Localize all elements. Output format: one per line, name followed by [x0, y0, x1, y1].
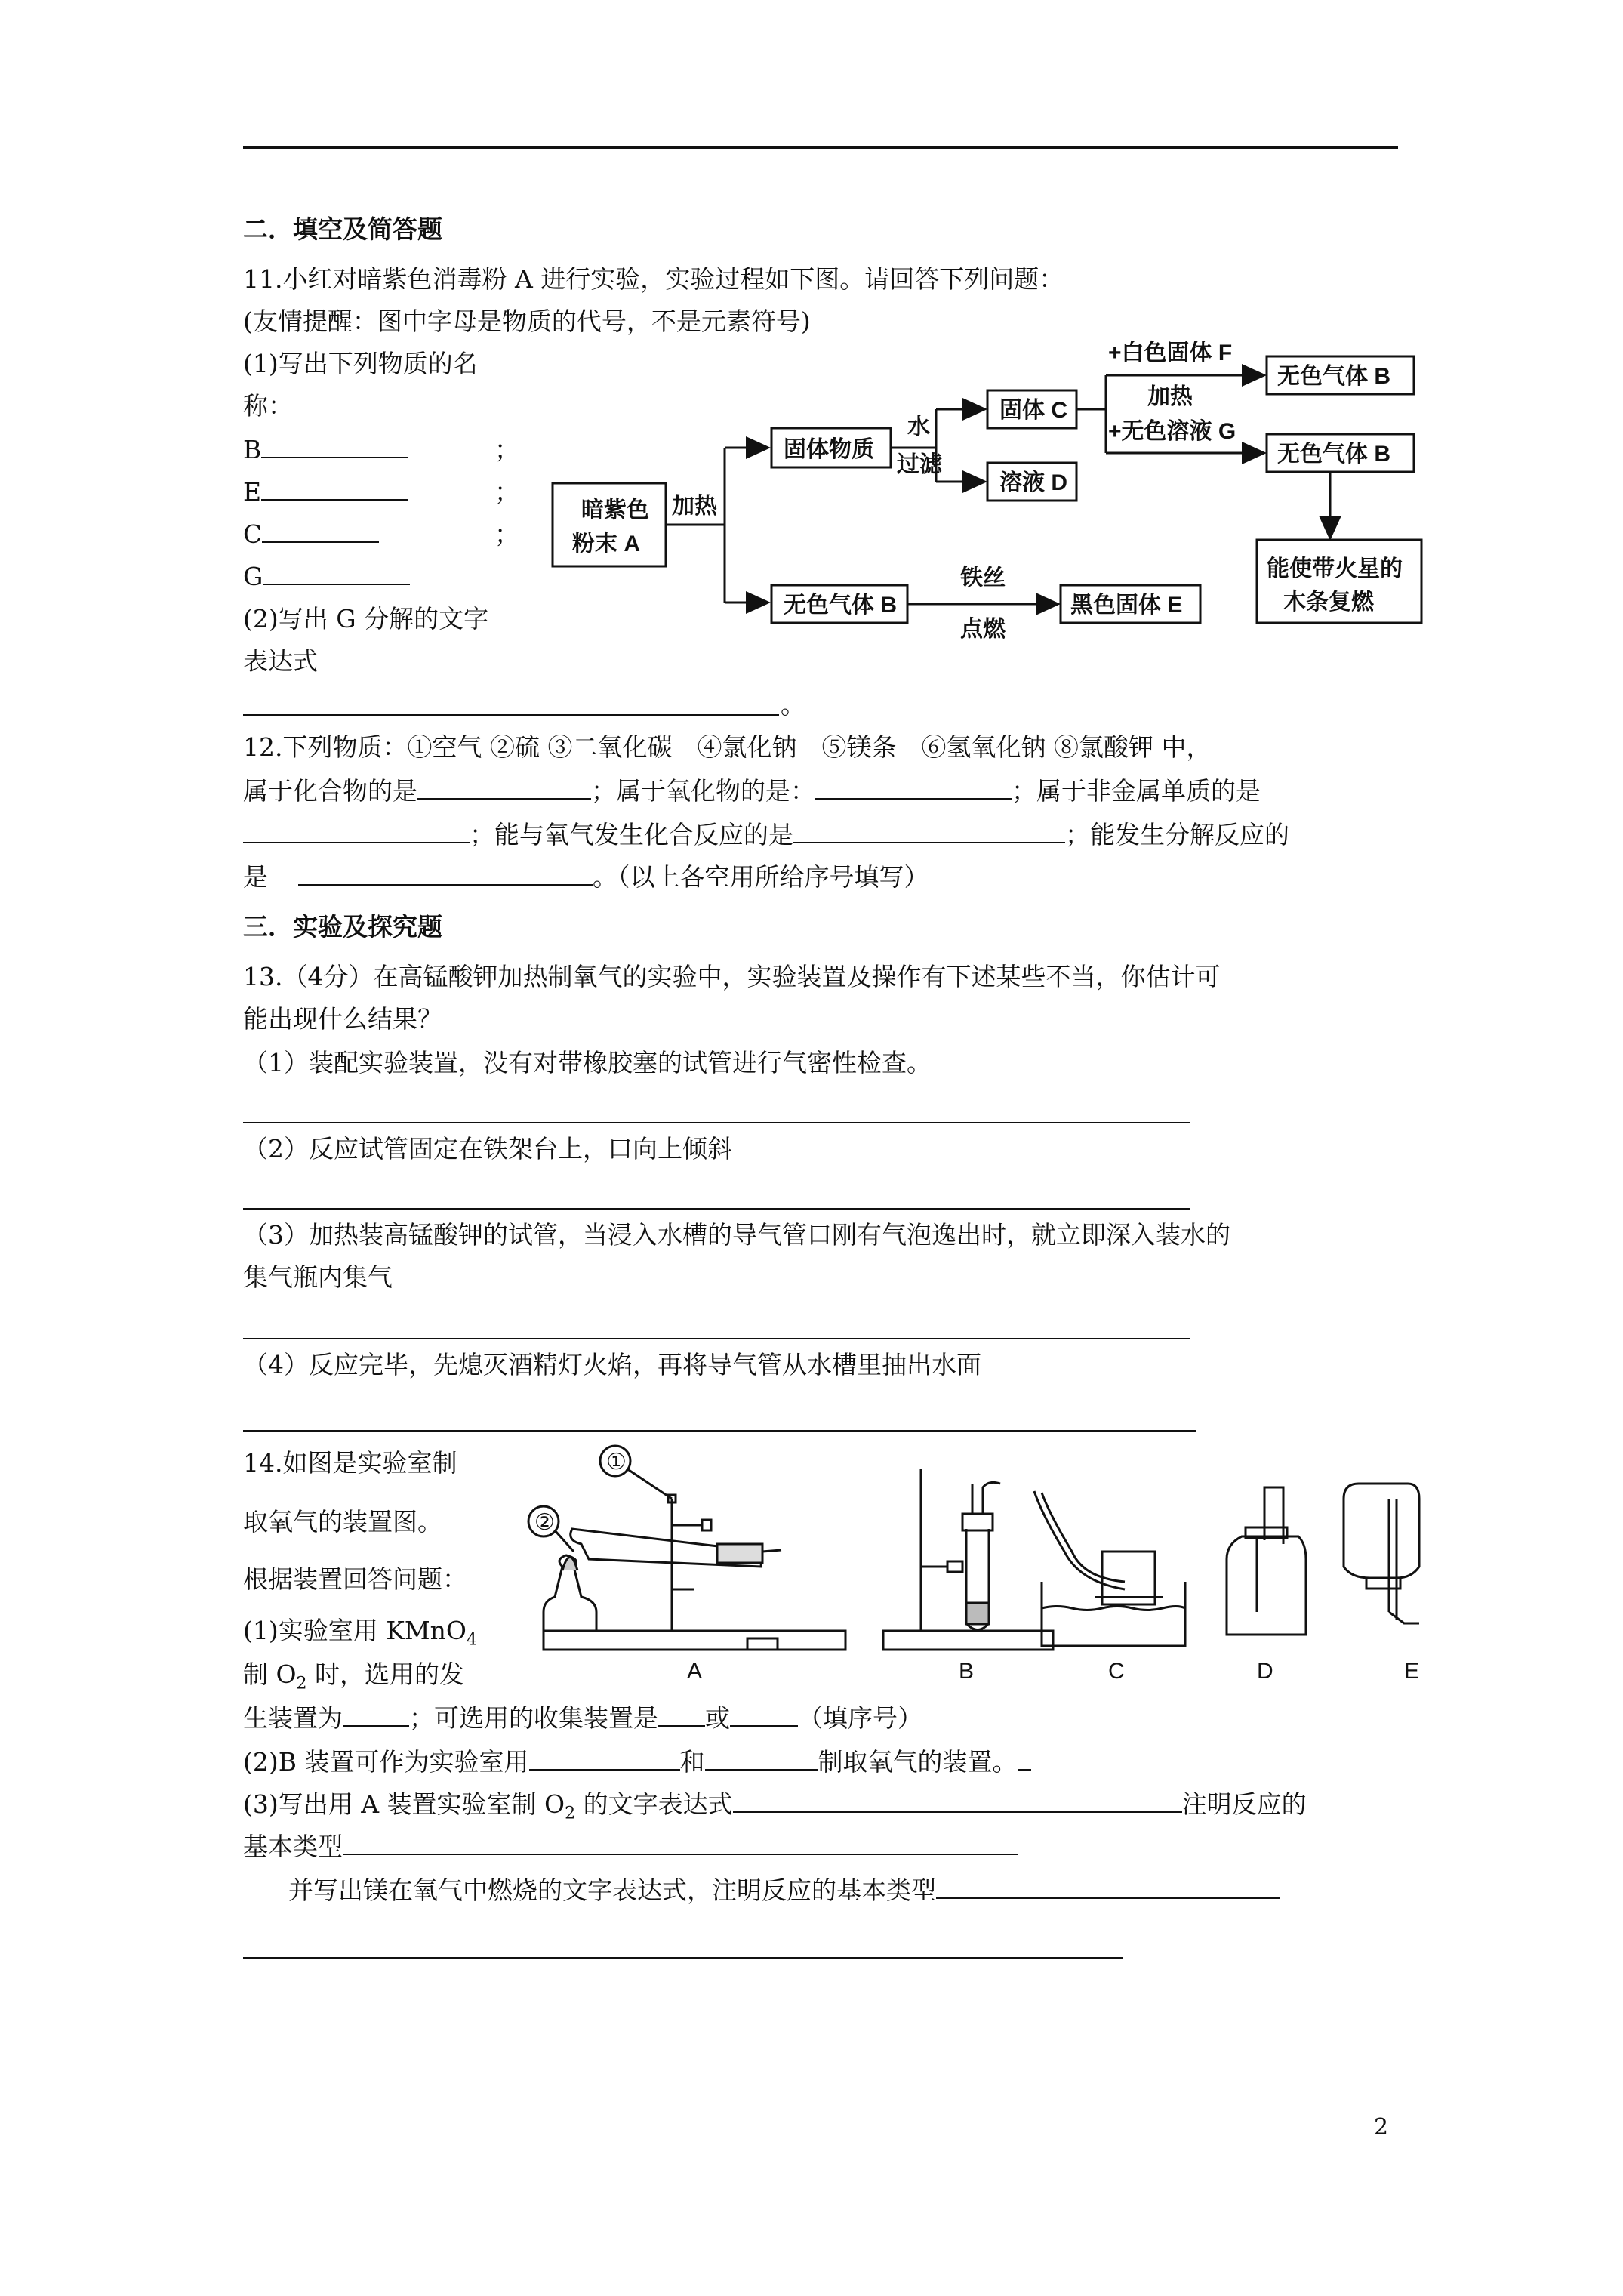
- label-e: E: [1404, 1659, 1420, 1684]
- flow-heat: 加热: [672, 494, 717, 519]
- q14-blank-collector-2[interactable]: [730, 1703, 798, 1727]
- q14-line9: [243, 1830, 1018, 1863]
- q13-item1: （1）装配实验装置，没有对带橡胶塞的试管进行气密性检查。: [243, 1048, 932, 1077]
- flow-a-line2: 粉末 A: [572, 532, 640, 556]
- q11-answer-line[interactable]: [243, 714, 779, 716]
- q14-line8: [243, 1788, 1307, 1821]
- flow-water: 水: [907, 415, 930, 439]
- q13-answer-line-2[interactable]: [243, 1208, 1190, 1210]
- q13-item3-line1: （3）加热装高锰酸钾的试管，当浸入水槽的导气管口刚有气泡逸出时，就立即深入装水的: [243, 1220, 1230, 1250]
- q14-l7b: 和: [679, 1747, 705, 1777]
- flow-g: +无色溶液 G: [1108, 419, 1236, 444]
- q12-line3: [243, 818, 1289, 852]
- q14-blank-type-a[interactable]: [343, 1831, 1018, 1855]
- q11-period: 。: [781, 690, 805, 720]
- q14-blank-mg[interactable]: [936, 1875, 1280, 1899]
- q11-blank-g[interactable]: [243, 560, 410, 593]
- q11-part2-line1: (2)写出 G 分解的文字: [243, 604, 489, 633]
- q14-l7a: (2)B 装置可作为实验室用: [243, 1747, 529, 1777]
- flow-relight1: 能使带火星的: [1267, 556, 1403, 581]
- q11-part1-line1: (1)写出下列物质的名: [243, 349, 478, 378]
- label-b: B: [243, 435, 262, 464]
- q14-l8b: 的文字表达式: [575, 1789, 733, 1819]
- flow-filter: 过滤: [897, 452, 942, 477]
- label-d: D: [1257, 1659, 1273, 1684]
- q12-l2c: ；属于非金属单质的是: [1012, 776, 1261, 806]
- section-3-title: 三．实验及探究题: [243, 912, 442, 942]
- header-rule: [243, 146, 1398, 149]
- apparatus-a: [528, 1446, 845, 1650]
- q14-l6b: ；可选用的收集装置是: [409, 1703, 658, 1733]
- q14-line3: 根据装置回答问题：: [243, 1564, 467, 1594]
- q14-l5a: 制 O: [243, 1660, 297, 1689]
- q14-l6c: 或: [705, 1703, 730, 1733]
- apparatus-b: [883, 1469, 1053, 1650]
- q14-line1: 14.如图是实验室制: [243, 1448, 457, 1478]
- flow-wire: 铁丝: [960, 566, 1006, 590]
- q14-l10: 并写出镁在氧气中燃烧的文字表达式，注明反应的基本类型: [288, 1875, 936, 1905]
- q14-l6a: 生装置为: [243, 1703, 343, 1733]
- flow-relight2: 木条复燃: [1283, 590, 1374, 615]
- section-2-title: 二．填空及简答题: [243, 214, 442, 244]
- apparatus-e: [1344, 1484, 1419, 1623]
- label-g: G: [243, 562, 263, 591]
- q12-blank-decomposition[interactable]: [298, 861, 593, 886]
- q11-part1-line2: 称：: [243, 391, 293, 421]
- q14-answer-line[interactable]: [243, 1957, 1123, 1959]
- marker-2: ②: [534, 1510, 555, 1535]
- q13-item4: （4）反应完毕，先熄灭酒精灯火焰，再将导气管从水槽里抽出水面: [243, 1350, 981, 1379]
- q12-blank-combination[interactable]: [793, 819, 1065, 843]
- q14-blank-reagent-1[interactable]: [529, 1746, 680, 1771]
- flow-c: 固体 C: [999, 398, 1067, 423]
- q12-blank-compound[interactable]: [417, 775, 591, 800]
- flow-b3: 无色气体 B: [784, 593, 897, 618]
- q12-blank-nonmetal[interactable]: [243, 819, 470, 843]
- q12-line2: [243, 775, 1261, 808]
- flow-b1: 无色气体 B: [1277, 364, 1390, 389]
- q14-line6: [243, 1702, 922, 1735]
- q11-semi-1: ；: [494, 435, 519, 464]
- q11-blank-b[interactable]: [243, 433, 408, 467]
- q12-l4a: 是: [243, 862, 268, 892]
- flow-f: +白色固体 F: [1108, 341, 1233, 365]
- q14-l8a: (3)写出用 A 装置实验室制 O: [243, 1789, 565, 1819]
- q13-answer-line-3[interactable]: [243, 1338, 1190, 1339]
- q11-semi-2: ；: [494, 477, 519, 507]
- q11-stem: 11.小红对暗紫色消毒粉 A 进行实验，实验过程如下图。请回答下列问题：: [243, 264, 1064, 294]
- marker-1: ①: [606, 1450, 627, 1475]
- apparatus-c: [1034, 1491, 1185, 1646]
- q12-l3a: ；能与氧气发生化合反应的是: [470, 820, 793, 849]
- q12-l2b: ；属于氧化物的是：: [591, 776, 815, 806]
- q13-line1: 13.（4分）在高锰酸钾加热制氧气的实验中，实验装置及操作有下述某些不当，你估计可: [243, 962, 1221, 991]
- flow-a-line1: 暗紫色: [581, 498, 649, 522]
- q14-line4: [243, 1614, 477, 1650]
- q13-answer-line-1[interactable]: [243, 1122, 1190, 1123]
- flow-diagram: [544, 336, 1449, 653]
- apparatus-figure: [521, 1438, 1472, 1695]
- q12-blank-oxide[interactable]: [815, 775, 1012, 800]
- q14-l7c: 制取氧气的装置。: [818, 1747, 1018, 1777]
- q14-blank-collector-1[interactable]: [658, 1703, 705, 1727]
- q14-line7: [243, 1746, 1031, 1779]
- q14-l4sub: 4: [467, 1630, 477, 1650]
- q14-l5b: 时，选用的发: [306, 1660, 465, 1689]
- q14-line5: [243, 1658, 464, 1691]
- flow-heat2: 加热: [1147, 384, 1193, 409]
- q11-blank-e[interactable]: [243, 476, 408, 509]
- q13-item2: （2）反应试管固定在铁架台上，口向上倾斜: [243, 1134, 732, 1163]
- q14-blank-equation-a[interactable]: [733, 1789, 1182, 1813]
- q12-l4b: 。（以上各空用所给序号填写）: [593, 862, 929, 892]
- q11-part2-line2: 表达式: [243, 646, 318, 676]
- q11-semi-3: ；: [494, 519, 519, 549]
- apparatus-d: [1227, 1487, 1306, 1635]
- page-number: 2: [1374, 2114, 1389, 2140]
- q14-l4a: (1)实验室用 KMnO: [243, 1616, 467, 1645]
- q14-l9: 基本类型: [243, 1832, 343, 1861]
- q14-line10: [288, 1874, 1280, 1907]
- q14-line2: 取氧气的装置图。: [243, 1507, 442, 1536]
- q14-l8sub: 2: [565, 1804, 576, 1823]
- flow-ignite: 点燃: [960, 617, 1006, 642]
- q12-l2a: 属于化合物的是: [243, 776, 417, 806]
- q11-hint: (友情提醒：图中字母是物质的代号，不是元素符号): [243, 307, 811, 336]
- q11-blank-c[interactable]: [243, 518, 379, 551]
- q12-line4: [243, 861, 929, 894]
- q13-item3-line2: 集气瓶内集气: [243, 1262, 393, 1292]
- q14-l6d: （填序号）: [798, 1703, 922, 1733]
- flow-e: 黑色固体 E: [1070, 593, 1183, 618]
- q14-l8c: 注明反应的: [1181, 1789, 1307, 1819]
- q14-blank-generator[interactable]: [343, 1703, 409, 1727]
- label-c: C: [243, 519, 263, 549]
- q12-l3b: ；能发生分解反应的: [1065, 820, 1289, 849]
- label-e: E: [243, 477, 262, 507]
- q13-line2: 能出现什么结果？: [243, 1004, 442, 1034]
- q14-l5sub: 2: [296, 1674, 307, 1693]
- q13-answer-line-4[interactable]: [243, 1430, 1196, 1432]
- flow-d: 溶液 D: [999, 470, 1067, 495]
- label-b: B: [959, 1659, 975, 1684]
- label-a: A: [687, 1659, 703, 1684]
- q12-line1: 12.下列物质：①空气 ②硫 ③二氧化碳 ④氯化钠 ⑤镁条 ⑥氢氧化钠 ⑧氯酸钾 中，: [243, 732, 1212, 762]
- flow-b2: 无色气体 B: [1277, 442, 1390, 467]
- q14-blank-reagent-2[interactable]: [705, 1746, 818, 1771]
- label-c: C: [1108, 1659, 1125, 1684]
- flow-solid: 固体物质: [784, 437, 874, 462]
